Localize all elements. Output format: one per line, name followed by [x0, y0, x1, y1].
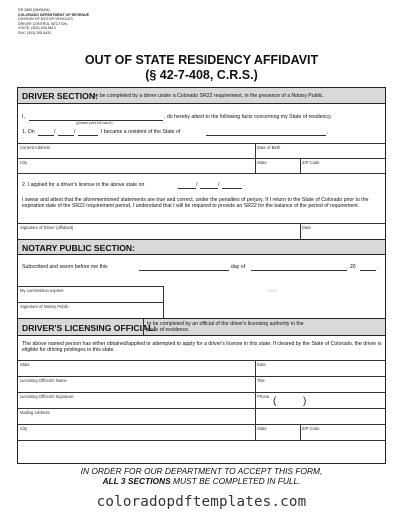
sworn-day-field[interactable] — [139, 270, 229, 271]
official-state-field[interactable]: State — [20, 362, 30, 367]
city-field[interactable]: City — [20, 160, 28, 165]
resident-month-field[interactable] — [38, 135, 54, 136]
item1-middle: I became a resident of the State of — [101, 129, 181, 135]
form-statute: (§ 42-7-408, C.R.S.) — [145, 68, 258, 82]
footer-line-1: IN ORDER FOR OUR DEPARTMENT TO ACCEPT THIS FORM, — [80, 466, 323, 476]
official-description-1: to be completed by an official of the driver's licensing authority in the — [147, 321, 304, 327]
division-name: DIVISION OF MOTOR VEHICLES — [18, 17, 73, 22]
footer-line-2 — [0, 476, 403, 486]
applied-day-field[interactable] — [200, 188, 218, 189]
official-title-field[interactable]: Title — [257, 378, 265, 383]
official-zip-field[interactable]: ZIP Code — [302, 426, 320, 431]
official-state2-field[interactable]: State — [257, 426, 267, 431]
state-field[interactable]: State — [257, 160, 267, 165]
sworn-month-field[interactable] — [251, 270, 347, 271]
item2-prefix: 2. I applied for a driver's license in the above state on — [22, 182, 145, 188]
official-city-field[interactable]: City — [20, 426, 28, 431]
attest-prefix: I, — [22, 114, 25, 120]
commission-expires-field[interactable]: My commission expires — [20, 288, 64, 293]
official-phone-field[interactable]: Phone — [257, 394, 270, 399]
form-number: DR 2680 (09/05/06) — [18, 8, 50, 12]
driver-section-label: DRIVER SECTION: — [22, 91, 98, 101]
driver-section-header — [18, 88, 385, 104]
swear-statement: I swear and attest that the aforementioned statements are true and correct, under the penalties of perjury. If I return to the State of Colorado prior to the expiration date of the SR22 requirement period, I understand that I will be required to provide an SR22 for the balance of the period of requirement. — [22, 197, 369, 210]
watermark: coloradopdftemplates.com — [96, 494, 307, 510]
official-signature-field[interactable]: Licensing Official's Signature — [20, 394, 74, 399]
resident-year-field[interactable] — [78, 135, 98, 136]
applied-month-field[interactable] — [178, 188, 196, 189]
item1-end: . — [327, 129, 329, 135]
official-section-label: DRIVER'S LICENSING OFFICIAL: — [22, 323, 157, 333]
date-of-birth-field[interactable]: Date of Birth — [257, 145, 281, 150]
zip-field[interactable]: ZIP Code — [302, 160, 320, 165]
resident-day-field[interactable] — [58, 135, 74, 136]
affidavit-form: DRIVER SECTION: to be completed by a driver under a Colorado SR22 requirement, in the presence of a Notary Public. I, , do hereby attest to the following facts concerning my State of residency. (please print full name) 1. On / / I became a resident of the State of . Current Address Date of Birth City State ZIP Code 2. I applied for a driver's license in the above state on / / . I swear and attest that the aforementioned statements are true and correct, under the penalties of perjury. If I return to the State of Colorado prior to the expiration date of the SR22 requirement period, I understand that I will be required to provide an SR22 for the balance of the period of requirement. Signature of Driver (affidavit) Date NOTARY PUBLIC SECTION: Subscribed and sworn before me this day of , 20 . My commission expires Seal Signature of Notary Public DRIVER'S LICENSING OFFICIAL: to be completed by an official of the driver's licensing authority in the state of residence. The above named person has either obtained/applied or attempted to apply for a driver's license in this state. If cleared by the State of Colorado, the driver is eligible for driving privileges in this state. State Date Licensing Official's Name Title Licensing Official's Signature Phone ( ) Mailing Address City State ZIP Code — [17, 87, 386, 464]
item1-prefix: 1. On — [22, 129, 35, 135]
official-section-header — [18, 318, 385, 336]
official-description-2: state of residence. — [147, 327, 190, 333]
driver-signature-field[interactable]: Signature of Driver (affidavit) — [20, 225, 74, 230]
footer-rest: MUST BE COMPLETED IN FULL. — [173, 476, 301, 486]
footer-emphasis: ALL 3 SECTIONS — [102, 476, 171, 486]
notary-signature-field[interactable]: Signature of Notary Public — [20, 304, 69, 309]
section-name: DRIVER CONTROL SECTION — [18, 21, 67, 26]
sworn-end: . — [377, 264, 379, 270]
resident-state-field[interactable] — [206, 135, 326, 136]
notary-section-label: NOTARY PUBLIC SECTION: — [22, 243, 135, 253]
applied-year-field[interactable] — [222, 188, 242, 189]
seal-area: Seal — [268, 288, 277, 293]
fax-number: FAX: (303) 205-6432 — [18, 30, 52, 35]
sworn-prefix: Subscribed and sworn before me this — [22, 264, 108, 270]
sworn-day-label: day of — [231, 264, 246, 270]
official-date-field[interactable]: Date — [257, 362, 266, 367]
form-title: OUT OF STATE RESIDENCY AFFIDAVIT — [84, 53, 319, 67]
mailing-address-field[interactable]: Mailing Address — [20, 410, 50, 415]
driver-date-field[interactable]: Date — [302, 225, 311, 230]
official-name-field[interactable]: Licensing Official's Name — [20, 378, 67, 383]
voice-number: VOICE: (303) 205-5613 — [18, 26, 56, 31]
agency-header — [18, 8, 89, 36]
attest-suffix: , do hereby attest to the following facts concerning my State of residency. — [164, 114, 332, 120]
driver-section-description: to be completed by a driver under a Colorado SR22 requirement, in the presence of a Notary Public. — [94, 93, 324, 99]
department-name: COLORADO DEPARTMENT OF REVENUE — [18, 12, 90, 17]
official-statement: The above named person has either obtained/applied or attempted to apply for a driver's license in this state. If cleared by the State of Colorado, the driver is eligible for driving privileges in this state. — [22, 341, 382, 354]
sworn-year-label: , 20 — [347, 264, 356, 270]
current-address-field[interactable]: Current Address — [20, 145, 51, 150]
full-name-hint: (please print full name) — [76, 121, 113, 125]
sworn-year-field[interactable] — [360, 270, 376, 271]
item2-end: . — [244, 182, 246, 188]
notary-section-header — [18, 239, 385, 255]
